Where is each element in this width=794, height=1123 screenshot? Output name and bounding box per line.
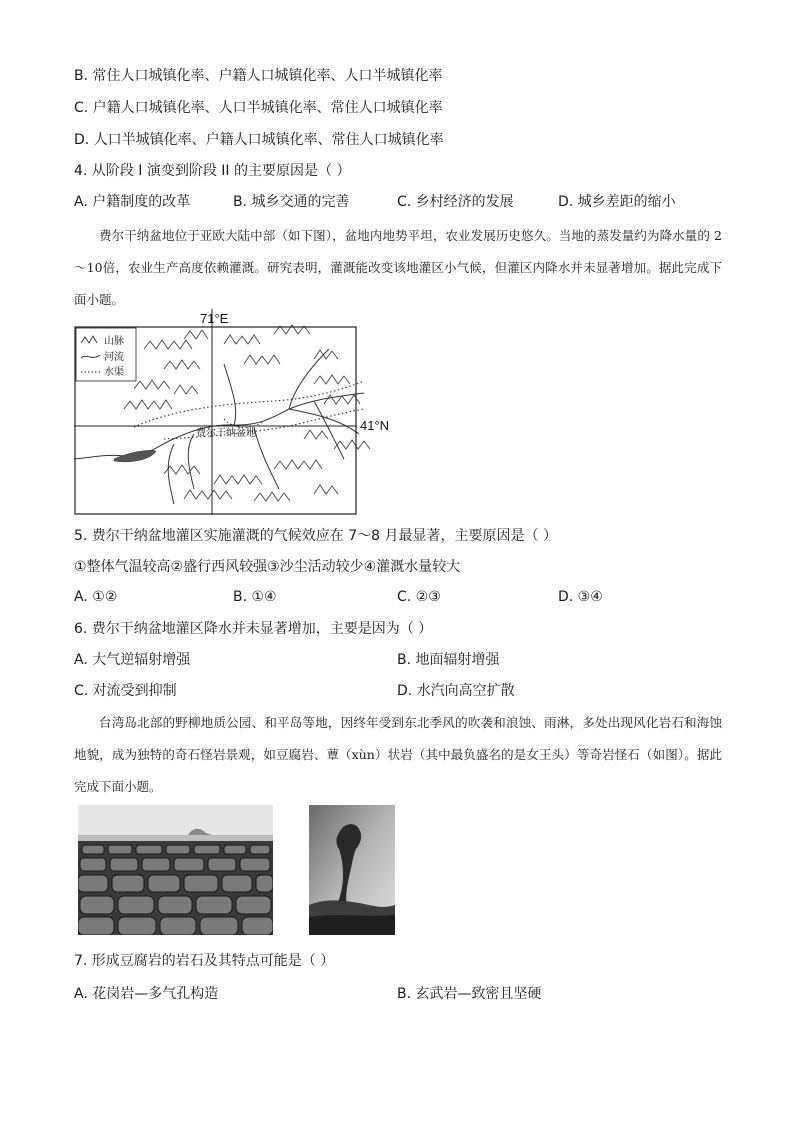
reservoir [114, 450, 156, 461]
passage-fergana: 费尔干纳盆地位于亚欧大陆中部（如下图），盆地内地势平坦，农业发展历史悠久。当地的蒸发量约为降水量的 2～10倍，农业生产高度依赖灌溉。研究表明，灌溉能改变该地灌区小气候，但灌区内降水并未显著增加。据此完成下面小题。 [74, 228, 722, 307]
q3-option-d: D. 人口半城镇化率、户籍人口城镇化率、常住人口城镇化率 [74, 132, 444, 148]
q5-choices: ①整体气温较高②盛行西风较强③沙尘活动较少④灌溉水量较大 [74, 559, 461, 575]
legend-mountain-label: 山脉 [104, 336, 124, 347]
q6-option-b: B. 地面辐射增强 [397, 652, 500, 668]
q7-option-b: B. 玄武岩—致密且坚硬 [397, 986, 542, 1002]
river-tributary-5 [254, 427, 279, 489]
q3-option-c: C. 户籍人口城镇化率、人口半城镇化率、常住人口城镇化率 [74, 100, 443, 116]
q6-option-a: A. 大气逆辐射增强 [74, 652, 191, 668]
q6-stem: 6. 费尔干纳盆地灌区降水并未显著增加，主要是因为（ ） [74, 621, 433, 637]
q4-option-d: D. 城乡差距的缩小 [558, 194, 676, 210]
q4-stem: 4. 从阶段 I 演变到阶段 II 的主要原因是（ ） [74, 163, 351, 179]
q5-stem: 5. 费尔干纳盆地灌区实施灌溉的气候效应在 7～8 月最显著，主要原因是（ ） [74, 528, 557, 544]
map-legend [76, 328, 136, 381]
legend-river-label: 河流 [104, 352, 124, 363]
fergana-basin-map [74, 309, 394, 515]
q3-option-b: B. 常住人口城镇化率、户籍人口城镇化率、人口半城镇化率 [74, 68, 443, 84]
q6-option-d: D. 水汽向高空扩散 [397, 683, 515, 699]
q4-option-c: C. 乡村经济的发展 [397, 194, 514, 210]
latitude-label: 41°N [360, 418, 390, 433]
q7-option-a: A. 花岗岩—多气孔构造 [74, 986, 219, 1002]
river-tributary-2 [289, 349, 329, 409]
q5-option-c: C. ②③ [397, 589, 441, 605]
q6-option-c: C. 对流受到抑制 [74, 683, 177, 699]
mountain-ridge-north [144, 325, 338, 369]
legend-canal-label: 水渠 [104, 367, 124, 378]
river-tributary-3 [289, 409, 359, 434]
river-tributary-7 [314, 401, 344, 459]
longitude-label: 71°E [200, 311, 229, 326]
mountain-ridge-west [124, 380, 198, 409]
queens-head-rock-photo [309, 805, 395, 935]
passage-yehliu: 台湾岛北部的野柳地质公园、和平岛等地，因终年受到东北季风的吹袭和浪蚀、雨淋，多处出现风化岩石和海蚀地貌，成为独特的奇石怪岩景观，如豆腐岩、蕈（xùn）状岩（其中最负盛名的是女王头）等奇岩怪石（如图）。据此完成下面小题。 [74, 715, 722, 794]
q5-option-d: D. ③④ [558, 589, 603, 605]
basin-label: 费尔干纳盆地 [196, 428, 256, 439]
q7-stem: 7. 形成豆腐岩的岩石及其特点可能是（ ） [74, 953, 335, 969]
q4-option-a: A. 户籍制度的改革 [74, 194, 191, 210]
q5-option-a: A. ①② [74, 589, 118, 605]
mountain-ranges [124, 325, 370, 501]
river-tributary-1 [224, 364, 236, 425]
q5-option-b: B. ①④ [233, 589, 277, 605]
river-tributary-6 [168, 444, 174, 504]
mountain-ridge-south [164, 460, 338, 501]
tofu-rock-photo [78, 805, 273, 935]
river-tributary-4 [188, 434, 194, 489]
q4-option-b: B. 城乡交通的完善 [233, 194, 350, 210]
